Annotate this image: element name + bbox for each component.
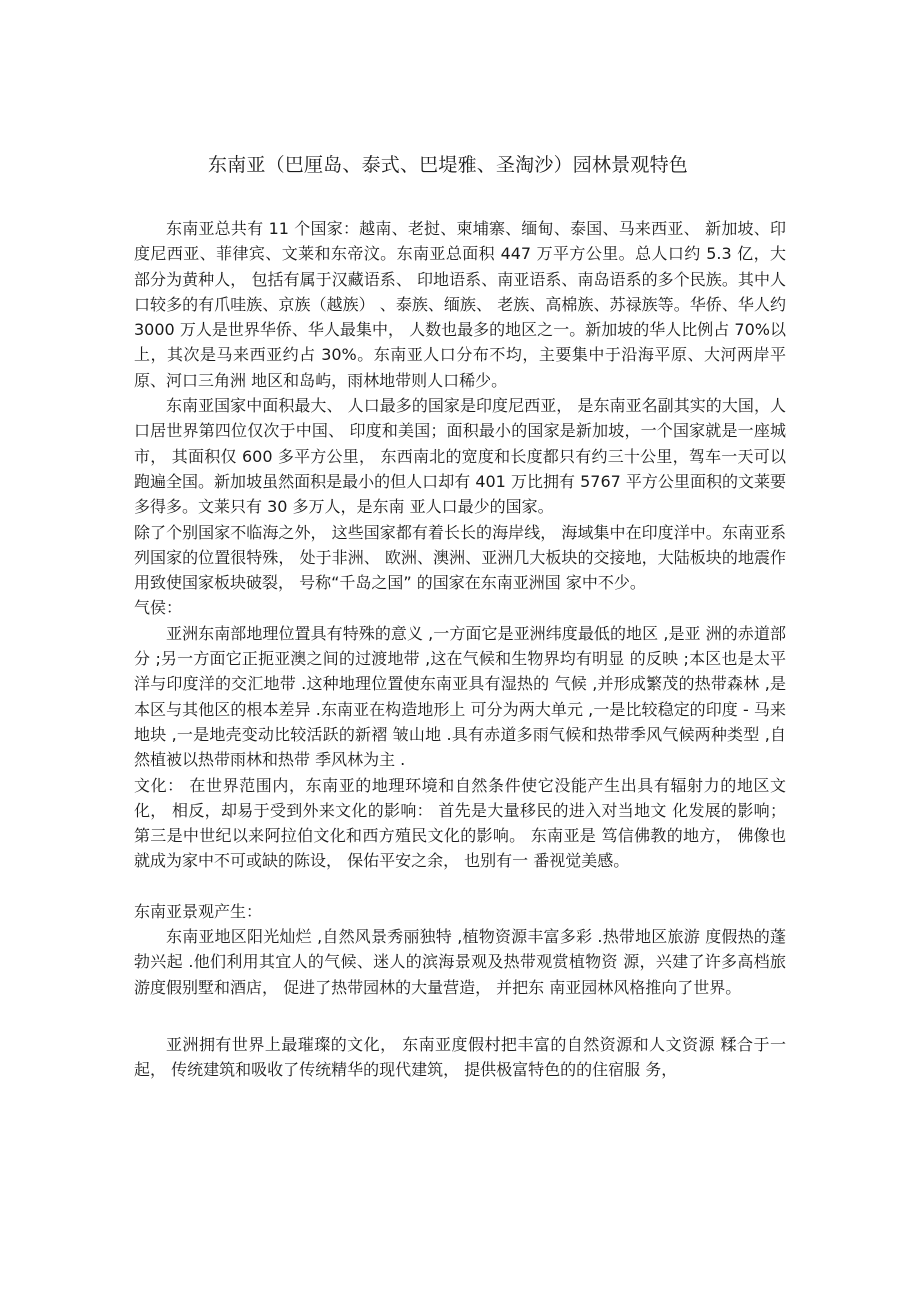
paragraph-population: 东南亚总共有 11 个国家：越南、老挝、柬埔寨、缅甸、泰国、马来西亚、 新加坡、印度尼西亚、菲律宾、文莱和东帝汶。东南亚总面积 447 万平方公里。总人口约 5.3 亿，大部分为黄种人， 包括有属于汉藏语系、 印地语系、南亚语系、南岛语系的多个民族。其中人口较多的有爪哇族、京族（越族） 、泰族、缅族、 老族、高棉族、苏禄族等。华侨、华人约 3000 万人是世界华侨、华人最集中， 人数也最多的地区之一。新加坡的华人比例占 70%以上，其次是马来西亚约占 30%。东南亚人口分布不均，主要集中于沿海平原、大河两岸平原、河口三角洲 地区和岛屿，雨林地带则人口稀少。 — [134, 219, 786, 390]
paragraph-resort-culture: 亚洲拥有世界上最璀璨的文化， 东南亚度假村把丰富的自然资源和人文资源 糅合于一起， 传统建筑和吸收了传统精华的现代建筑， 提供极富特色的的住宿服 务， — [134, 1034, 786, 1080]
section-spacer — [134, 874, 786, 899]
paragraph-climate: 亚洲东南部地理位置具有特殊的意义 ,一方面它是亚洲纬度最低的地区 ,是亚 洲的赤道部分 ;另一方面它正扼亚澳之间的过渡地带 ,这在气候和生物界均有明显 的反映 ;本区也是太平洋与印度洋的交汇地带 .这种地理位置使东南亚具有湿热的 气候 ,并形成繁茂的热带森林 ,是本区与其他区的根本差异 .东南亚在构造地形上 可分为两大单元 ,一是比较稳定的印度 - 马来地块 ,一是地壳变动比较活跃的新褶 皱山地 .具有赤道多雨气候和热带季风气候两种类型 ,自然植被以热带雨林和热带 季风林为主 . — [134, 623, 786, 770]
paragraph-country-sizes: 东南亚国家中面积最大、 人口最多的国家是印度尼西亚， 是东南亚名副其实的大国，人口居世界第四位仅次于中国、 印度和美国；面积最小的国家是新加坡，一个国家就是一座城市， 其面积仅 600 多平方公里， 东西南北的宽度和长度都只有约三十公里，驾车一天可以跑遍全国。新加坡虽然面积是最小的但人口却有 401 万比拥有 5767 平方公里面积的文莱要多得多。文莱只有 30 多万人，是东南 亚人口最少的国家。 — [134, 396, 786, 517]
section-spacer — [134, 1000, 786, 1032]
page-title: 东南亚（巴厘岛、泰式、巴堤雅、圣淘沙）园林景观特色 — [207, 154, 688, 176]
document-body — [134, 216, 786, 1083]
paragraph-landscape: 东南亚地区阳光灿烂 ,自然风景秀丽独特 ,植物资源丰富多彩 .热带地区旅游 度假热的蓬勃兴起 .他们利用其宜人的气候、迷人的滨海景观及热带观赏植物资 源，兴建了许多高档旅游度假别墅和酒店， 促进了热带园林的大量营造， 并把东 南亚园林风格推向了世界。 — [134, 927, 786, 997]
landscape-heading: 东南亚景观产生： — [134, 901, 263, 921]
paragraph-coastline: 除了个别国家不临海之外， 这些国家都有着长长的海岸线， 海域集中在印度洋中。东南亚系列国家的位置很特殊， 处于非洲、 欧洲、澳洲、亚洲几大板块的交接地，大陆板块的地震作用致使国家板块破裂， 号称“千岛之国” 的国家在东南亚洲国 家中不少。 — [134, 522, 786, 593]
climate-heading: 气侯： — [134, 598, 183, 618]
paragraph-culture: 文化： 在世界范围内，东南亚的地理环境和自然条件使它没能产生出具有辐射力的地区文化， 相反，却易于受到外来文化的影响： 首先是大量移民的进入对当地文 化发展的影响； 第三是中世纪以来阿拉伯文化和西方殖民文化的影响。 东南亚是 笃信佛教的地方， 佛像也就成为家中不可或缺的陈设， 保佑平安之余， 也别有一 番视觉美感。 — [134, 775, 786, 871]
